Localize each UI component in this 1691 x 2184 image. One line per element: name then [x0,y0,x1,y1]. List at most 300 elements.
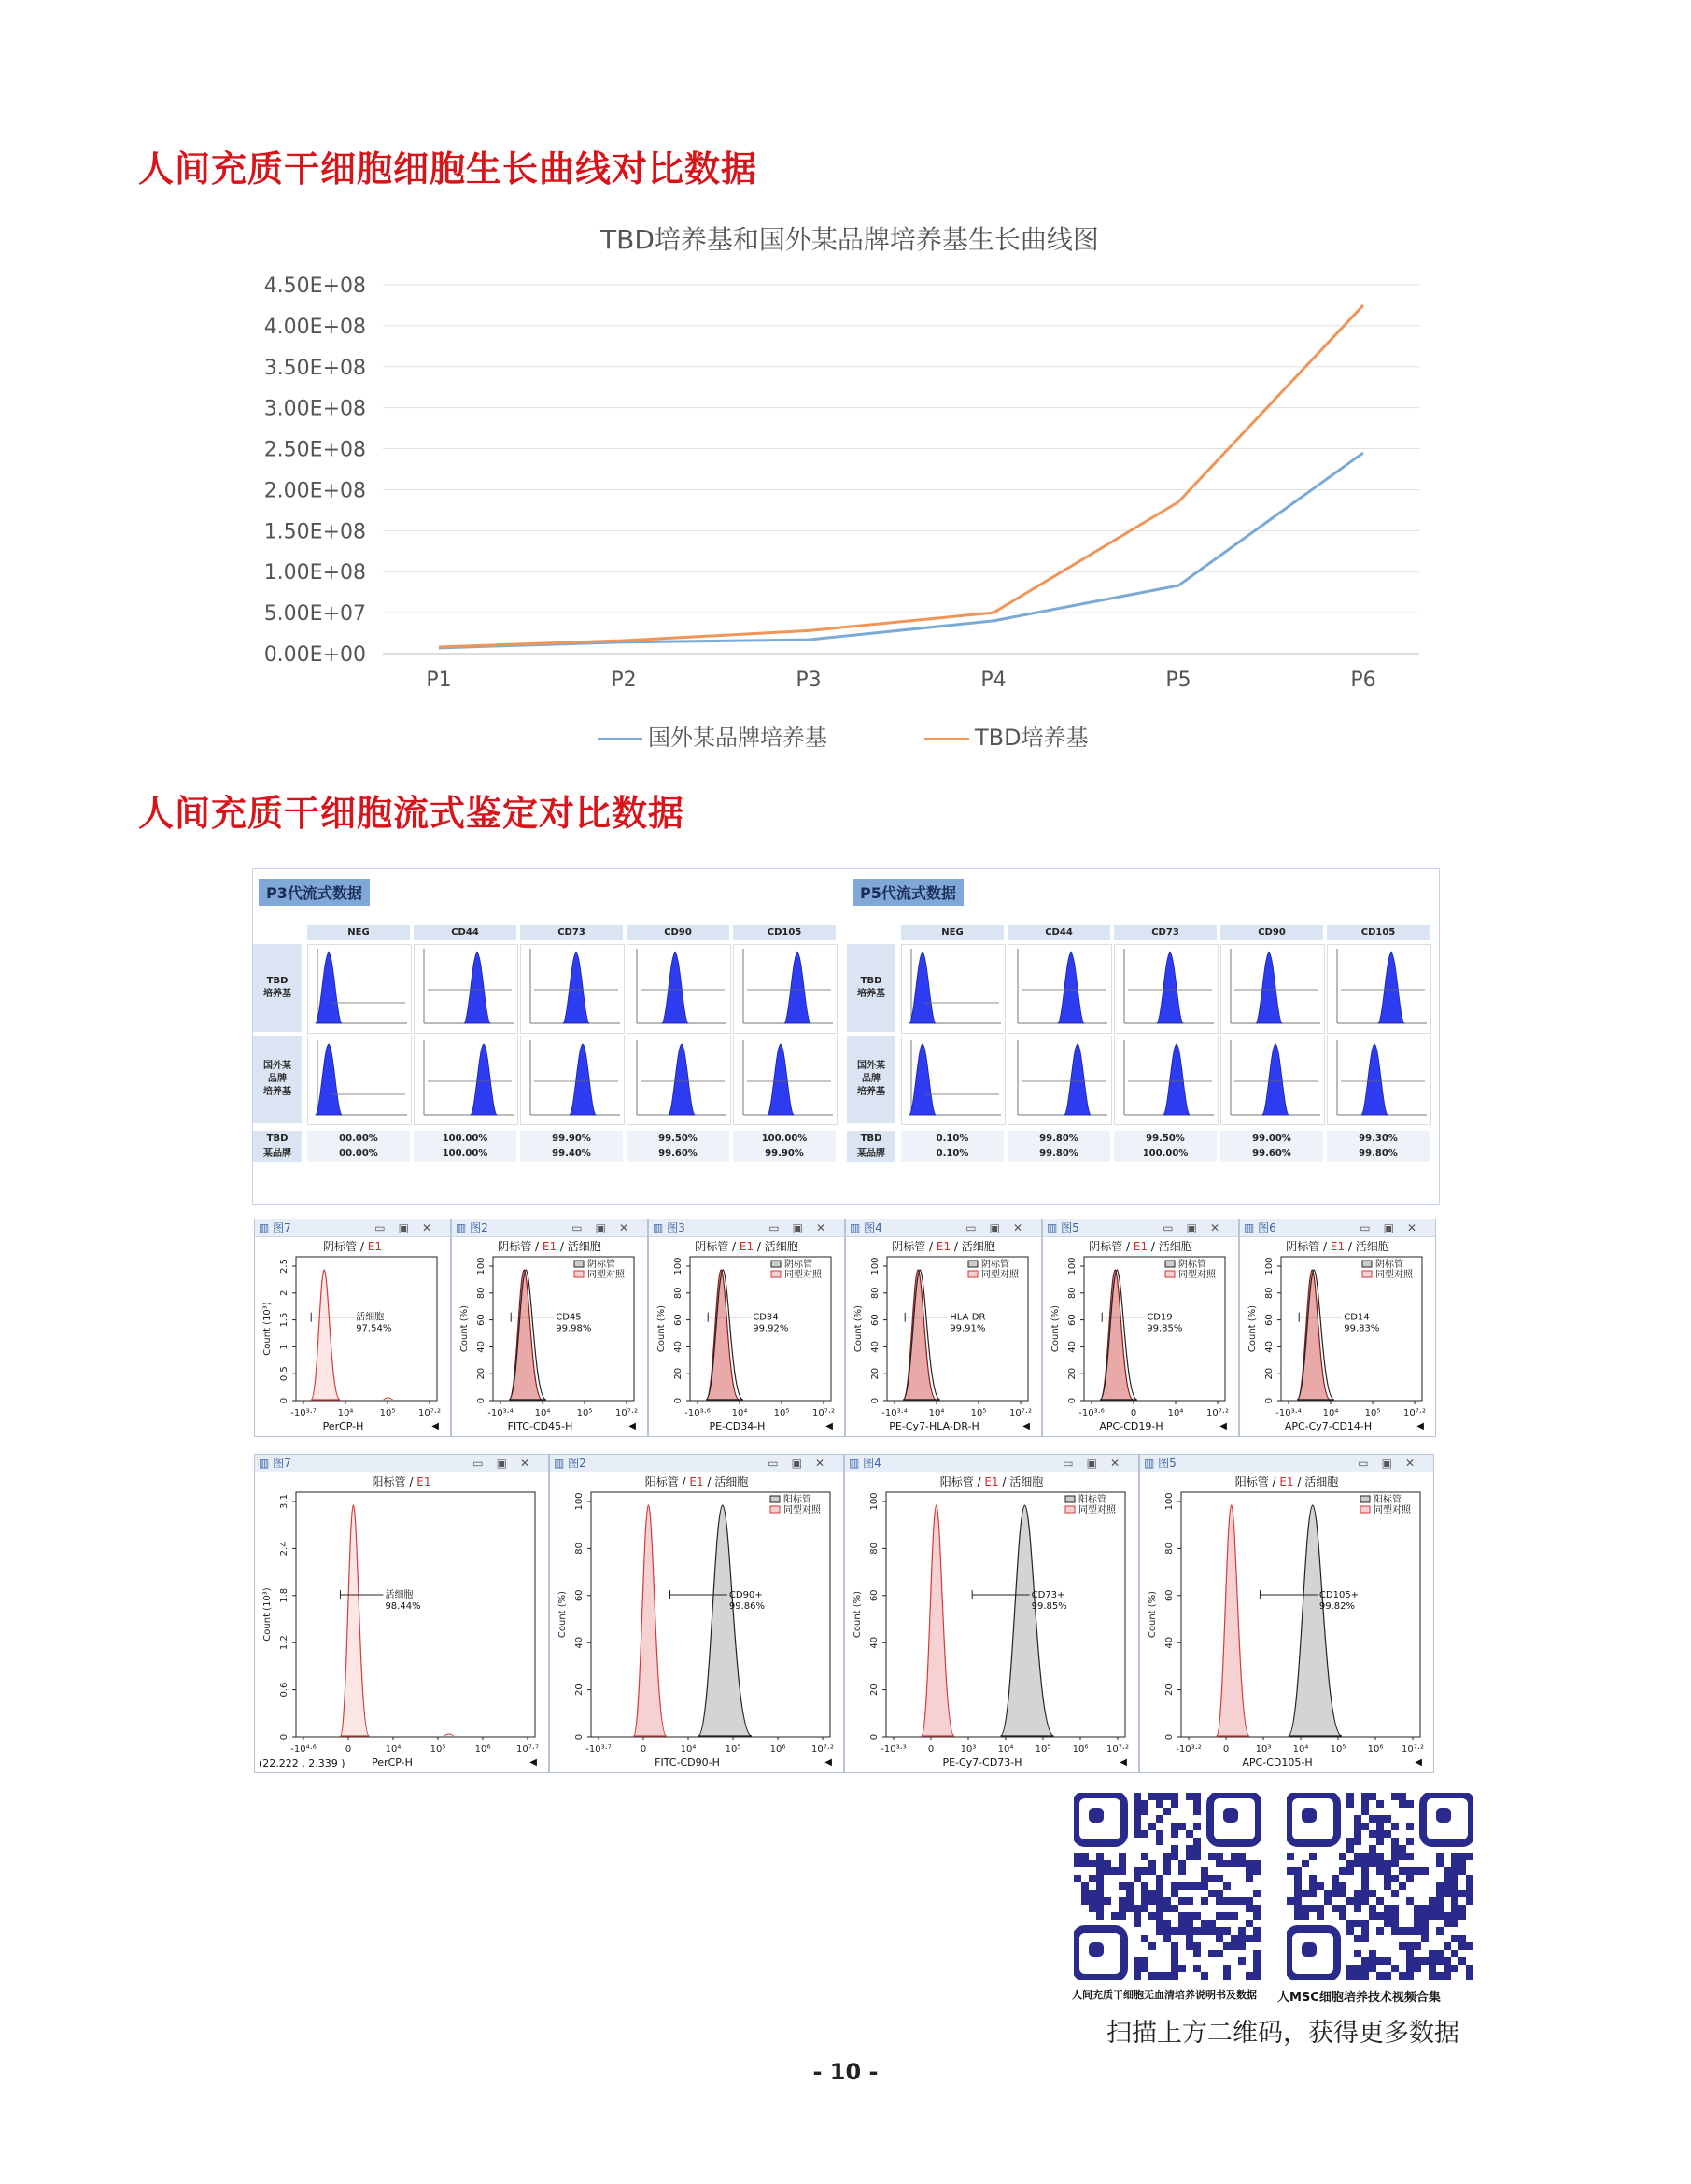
svg-text:0: 0 [870,1397,881,1404]
mini-histogram [627,944,731,1034]
svg-text:同型对照: 同型对照 [981,1270,1019,1280]
legend-swatch-tbd [924,738,969,740]
footer-value: 100.00% [1114,1146,1217,1162]
svg-text:同型对照: 同型对照 [1374,1505,1411,1515]
svg-text:60: 60 [1067,1314,1078,1326]
svg-text:10⁴: 10⁴ [1322,1408,1339,1418]
svg-text:40: 40 [1164,1636,1175,1649]
flow-table [252,868,1440,1205]
x-tick-label: P5 [1165,669,1191,692]
svg-text:0.5: 0.5 [279,1366,289,1382]
footer-value: 00.00% [307,1131,410,1148]
histogram-svg [255,1455,548,1772]
footer-value: 99.60% [1220,1146,1323,1162]
mini-histogram [733,944,838,1034]
mini-histogram [901,944,1006,1034]
scroll-arrow-icon[interactable]: ◀ [825,1421,833,1431]
svg-text:20: 20 [1067,1367,1078,1380]
svg-text:100: 100 [476,1257,486,1275]
mini-histogram [1114,944,1219,1034]
svg-text:10⁵: 10⁵ [1330,1744,1346,1754]
x-axis-label: PE-CD34-H [709,1420,766,1432]
mini-histogram [307,1036,412,1125]
svg-text:20: 20 [869,1684,880,1696]
svg-text:2: 2 [279,1289,289,1296]
svg-text:阳标管: 阳标管 [783,1495,811,1505]
svg-text:0: 0 [869,1733,880,1740]
svg-text:10⁵: 10⁵ [970,1408,987,1418]
svg-text:40: 40 [870,1341,881,1353]
row-label: TBD 培养基 [847,944,895,1032]
svg-text:阴标管: 阴标管 [1375,1260,1403,1270]
svg-text:80: 80 [1067,1287,1078,1300]
row-label: 国外某 品牌 培养基 [253,1036,302,1123]
svg-text:阳标管: 阳标管 [1374,1495,1402,1505]
footer-value: 99.40% [520,1146,623,1162]
mini-histogram [520,944,625,1034]
plot-tab-label[interactable]: ▥ 图7 [259,1221,291,1234]
svg-text:2.4: 2.4 [279,1541,289,1557]
section-title-flow: 人间充质干细胞流式鉴定对比数据 [138,793,685,834]
y-axis-label: Count (%) [656,1304,667,1353]
x-axis-label: PE-Cy7-CD73-H [942,1756,1022,1768]
column-header: CD44 [1008,925,1110,940]
svg-text:10⁴: 10⁴ [680,1744,697,1754]
histogram-svg [255,1219,450,1436]
histogram-svg [1140,1455,1433,1772]
y-axis-label: Count (%) [853,1304,864,1353]
svg-text:-10³·²: -10³·² [1176,1744,1202,1754]
column-header: NEG [307,925,410,940]
x-tick-label: P4 [980,669,1007,692]
legend-label-foreign: 国外某品牌培养基 [648,725,827,751]
mini-histogram [414,944,518,1034]
gate-percent: 99.86% [728,1601,766,1613]
svg-text:10⁷·²: 10⁷·² [1402,1744,1424,1754]
row2-plot-3 [1139,1454,1434,1773]
window-controls-icon[interactable]: ▭▣✕ [1360,1221,1430,1234]
column-header: CD73 [1114,925,1217,940]
svg-text:-10³·⁴: -10³·⁴ [487,1408,514,1418]
y-axis-label: Count (%) [1148,1590,1158,1639]
mini-histogram [1220,1036,1325,1125]
row1-plot-2 [648,1219,845,1437]
growth-chart [252,210,1447,770]
flow-table-panel-p3 [253,869,845,1204]
scroll-arrow-icon[interactable]: ◀ [1219,1421,1227,1431]
footer-label: TBD [253,1131,302,1148]
svg-text:-10⁴·⁶: -10⁴·⁶ [290,1744,317,1754]
gate-label: CD19- [1147,1312,1177,1323]
y-tick-label: 4.00E+08 [263,315,366,339]
scroll-arrow-icon[interactable]: ◀ [1022,1421,1030,1431]
svg-text:1.2: 1.2 [279,1635,289,1651]
window-controls-icon[interactable]: ▭▣✕ [768,1221,838,1234]
gate-percent: 99.82% [1318,1601,1356,1613]
mini-histogram [1114,1036,1219,1125]
svg-text:3.1: 3.1 [279,1494,289,1509]
footer-value: 99.80% [1008,1131,1110,1148]
gate-label: CD45- [556,1312,585,1323]
row2-plot-0 [254,1454,549,1773]
mini-histogram [1327,944,1431,1034]
footer-value: 00.00% [307,1146,410,1162]
svg-text:80: 80 [673,1287,683,1300]
svg-text:60: 60 [1264,1314,1275,1326]
plot-tab-label[interactable]: ▥ 图4 [850,1221,882,1234]
svg-text:阴标管: 阴标管 [1178,1260,1206,1270]
svg-text:10⁷·²: 10⁷·² [812,1408,835,1418]
qr-right-label: 人MSC细胞培养技术视频合集 [1277,1991,1441,2005]
y-axis-label: Count (%) [1247,1304,1258,1353]
svg-text:20: 20 [1164,1684,1175,1696]
svg-text:0: 0 [1130,1408,1137,1418]
plot-tab-label[interactable]: ▥ 图3 [653,1221,685,1234]
mini-histogram [307,944,412,1034]
plot-tab-label[interactable]: ▥ 图6 [1244,1221,1276,1234]
svg-text:同型对照: 同型对照 [587,1270,625,1280]
svg-text:-10³·⁶: -10³·⁶ [1078,1408,1105,1418]
row1-plot-5 [1239,1219,1436,1437]
mini-histogram [520,1036,625,1125]
row2-plot-1 [549,1454,844,1773]
y-axis-label: Count (10³) [262,1302,273,1356]
y-tick-label: 2.00E+08 [263,479,366,503]
x-axis-label: FITC-CD90-H [655,1756,720,1768]
svg-text:-10³·⁷: -10³·⁷ [290,1408,317,1418]
column-header: CD90 [627,925,729,940]
row2-plot-2 [844,1454,1139,1773]
scan-text: 扫描上方二维码，获得更多数据 [1106,2019,1459,2048]
gate-label: CD73+ [1031,1590,1065,1601]
histogram-svg [550,1455,843,1772]
y-tick-label: 3.50E+08 [263,356,366,380]
svg-text:20: 20 [1264,1367,1275,1380]
y-axis-label: Count (10³) [262,1587,273,1642]
row-label: TBD 培养基 [253,944,302,1032]
footer-value: 99.80% [1008,1146,1110,1162]
svg-text:1: 1 [279,1344,289,1350]
svg-text:0: 0 [279,1397,289,1404]
svg-text:10⁷·⁷: 10⁷·⁷ [516,1744,539,1754]
flow-table-panel-p5 [847,869,1439,1204]
svg-text:0: 0 [279,1733,289,1740]
scroll-arrow-icon[interactable]: ◀ [1416,1421,1424,1431]
svg-text:20: 20 [476,1367,486,1380]
mini-histogram [901,1036,1006,1125]
legend-item-tbd [924,719,1089,752]
y-axis-label: Count (%) [557,1590,568,1639]
mini-histogram [414,1036,518,1125]
svg-text:0: 0 [927,1744,935,1754]
scroll-arrow-icon[interactable]: ◀ [529,1757,537,1768]
plot-tab-label[interactable]: ▥ 图2 [554,1457,586,1470]
svg-text:100: 100 [1067,1257,1078,1275]
svg-text:0: 0 [574,1733,585,1740]
svg-text:0: 0 [345,1744,352,1754]
svg-text:10⁷·²: 10⁷·² [1009,1408,1032,1418]
window-controls-icon[interactable]: ▭▣✕ [1163,1221,1233,1234]
svg-text:10⁴: 10⁴ [1167,1408,1184,1418]
mini-histogram [1008,1036,1112,1125]
svg-text:20: 20 [673,1367,683,1380]
scroll-arrow-icon[interactable]: ◀ [1120,1757,1127,1768]
plot-subtitle: 阴标管 / E1 / 活细胞 [498,1240,601,1253]
svg-text:80: 80 [1264,1287,1275,1300]
window-controls-icon[interactable]: ▭▣✕ [965,1221,1036,1234]
histogram-svg [845,1455,1138,1772]
y-axis-label: Count (%) [1050,1304,1061,1353]
footer-value: 99.30% [1327,1131,1430,1148]
svg-text:-10³·³: -10³·³ [881,1744,907,1754]
mini-histogram [733,1036,838,1125]
svg-text:10⁴: 10⁴ [337,1408,354,1418]
plot-tab-label[interactable]: ▥ 图2 [456,1221,488,1234]
svg-text:10⁴: 10⁴ [928,1408,945,1418]
y-tick-label: 3.00E+08 [263,397,366,421]
column-header: CD105 [733,925,836,940]
mini-histogram [1008,944,1112,1034]
plot-subtitle: 阳标管 / E1 / 活细胞 [644,1475,749,1488]
growth-chart-svg [252,266,1447,705]
x-tick-label: P3 [796,669,822,692]
window-controls-icon[interactable]: ▭▣✕ [571,1221,641,1234]
chart-title: TBD培养基和国外某品牌培养基生长曲线图 [600,224,1099,255]
column-header: CD73 [520,925,623,940]
gate-label: 活细胞 [385,1590,414,1601]
gate-label: CD105+ [1318,1590,1360,1601]
svg-text:10⁶: 10⁶ [1072,1744,1089,1754]
x-axis-label: PerCP-H [322,1420,364,1432]
x-tick-label: P1 [426,669,452,692]
histogram-svg [1043,1219,1238,1436]
svg-text:80: 80 [476,1287,486,1300]
histogram-svg [846,1219,1041,1436]
svg-text:2.5: 2.5 [279,1259,289,1274]
qr-left-label: 人间充质干细胞无血清培养说明书及数据 [1072,1989,1257,2001]
svg-text:-10³·⁶: -10³·⁶ [684,1408,711,1418]
x-tick-label: P6 [1350,669,1376,692]
svg-text:60: 60 [869,1589,880,1602]
panel-header: P5代流式数据 [853,879,964,906]
svg-text:80: 80 [574,1543,585,1555]
footer-value: 99.50% [627,1131,729,1148]
gate-label: CD34- [753,1312,782,1323]
svg-text:60: 60 [673,1314,683,1326]
svg-text:10⁵: 10⁵ [1364,1408,1381,1418]
svg-text:10⁵: 10⁵ [576,1408,593,1418]
x-axis-label: FITC-CD45-H [507,1420,573,1432]
svg-text:同型对照: 同型对照 [1375,1270,1413,1280]
x-axis-label: PerCP-H [372,1756,413,1768]
plot-tab-label[interactable]: ▥ 图7 [259,1457,291,1470]
svg-text:10⁷·²: 10⁷·² [1206,1408,1229,1418]
svg-text:-10³·⁴: -10³·⁴ [881,1408,908,1418]
gate-percent: 99.91% [950,1323,986,1334]
plot-tab-label[interactable]: ▥ 图5 [1144,1457,1177,1470]
gate-percent: 99.85% [1031,1601,1067,1613]
gate-percent: 98.44% [385,1601,421,1613]
svg-text:10⁶: 10⁶ [769,1744,786,1754]
footer-value: 100.00% [414,1146,516,1162]
svg-text:10⁷·²: 10⁷·² [615,1408,638,1418]
footer-label: 某品牌 [847,1146,895,1162]
scroll-arrow-icon[interactable]: ◀ [628,1421,636,1431]
svg-text:40: 40 [1067,1341,1078,1353]
svg-text:40: 40 [673,1341,683,1353]
column-header: NEG [901,925,1004,940]
mini-histogram [1327,1036,1431,1125]
column-header: CD105 [1327,925,1430,940]
gate-percent: 99.98% [556,1323,592,1334]
window-controls-icon[interactable]: ▭▣✕ [1063,1457,1133,1470]
svg-text:10⁵: 10⁵ [1035,1744,1051,1754]
row1-plot-4 [1042,1219,1239,1437]
window-controls-icon[interactable]: ▭▣✕ [1358,1457,1428,1470]
plot-subtitle: 阴标管 / E1 / 活细胞 [1089,1240,1192,1253]
svg-text:60: 60 [870,1314,881,1326]
svg-text:10⁵: 10⁵ [430,1744,446,1754]
svg-text:10⁷·²: 10⁷·² [1106,1744,1129,1754]
svg-text:阴标管: 阴标管 [981,1260,1009,1270]
svg-text:100: 100 [1264,1257,1275,1275]
y-axis-label: Count (%) [459,1304,470,1353]
svg-text:10⁴: 10⁴ [731,1408,748,1418]
row1-plot-0 [254,1219,451,1437]
svg-text:60: 60 [476,1314,486,1326]
svg-text:40: 40 [574,1636,585,1649]
y-tick-label: 1.50E+08 [263,520,366,544]
svg-text:同型对照: 同型对照 [783,1505,821,1515]
svg-text:0: 0 [640,1744,647,1754]
svg-text:0: 0 [1264,1397,1275,1404]
svg-text:10⁴: 10⁴ [997,1744,1014,1754]
svg-text:40: 40 [476,1341,486,1353]
gate-label: 活细胞 [356,1312,385,1323]
svg-text:-10³·⁴: -10³·⁴ [1275,1408,1302,1418]
series-line-0 [439,453,1363,648]
footer-value: 99.90% [520,1131,623,1148]
window-controls-icon[interactable]: ▭▣✕ [374,1221,444,1234]
footer-value: 99.90% [733,1146,836,1162]
plot-tab-label[interactable]: ▥ 图4 [849,1457,881,1470]
svg-text:20: 20 [574,1684,585,1696]
svg-text:10⁶: 10⁶ [474,1744,491,1754]
svg-text:同型对照: 同型对照 [784,1270,822,1280]
svg-text:80: 80 [869,1543,880,1555]
cursor-coords: (22.222 , 2.339 ) [259,1757,345,1769]
footer-value: 99.60% [627,1146,729,1162]
svg-text:10⁴: 10⁴ [534,1408,551,1418]
gate-percent: 99.83% [1344,1323,1380,1334]
y-tick-label: 4.50E+08 [263,275,366,298]
svg-text:100: 100 [1164,1492,1175,1511]
row1-plot-3 [845,1219,1042,1437]
svg-text:同型对照: 同型对照 [1178,1270,1216,1280]
svg-text:60: 60 [1164,1589,1175,1602]
series-line-1 [439,305,1363,647]
svg-text:10⁷·²: 10⁷·² [418,1408,441,1418]
histogram-svg [452,1219,647,1436]
footer-value: 99.80% [1327,1146,1430,1162]
svg-text:10⁶: 10⁶ [1367,1744,1384,1754]
gate-label: CD90+ [728,1590,763,1601]
footer-value: 100.00% [414,1131,516,1148]
x-axis-label: APC-CD105-H [1242,1756,1313,1768]
svg-text:10⁴: 10⁴ [1292,1744,1309,1754]
svg-text:0.6: 0.6 [279,1682,289,1698]
window-controls-icon[interactable]: ▭▣✕ [768,1457,838,1470]
scroll-arrow-icon[interactable]: ◀ [431,1421,439,1431]
column-header: CD44 [414,925,516,940]
svg-text:10⁷·²: 10⁷·² [811,1744,834,1754]
histogram-svg [649,1219,844,1436]
plot-subtitle: 阳标管 / E1 [372,1475,431,1488]
svg-text:0: 0 [1164,1733,1175,1740]
window-controls-icon[interactable]: ▭▣✕ [472,1457,543,1470]
svg-text:阴标管: 阴标管 [784,1260,812,1270]
svg-text:40: 40 [1264,1341,1275,1353]
svg-text:100: 100 [869,1492,880,1511]
svg-text:20: 20 [870,1367,881,1380]
svg-text:阳标管: 阳标管 [1078,1495,1106,1505]
qr-code-right-icon[interactable] [1287,1793,1473,1980]
svg-text:0: 0 [1067,1397,1078,1404]
plot-subtitle: 阴标管 / E1 / 活细胞 [892,1240,995,1253]
svg-text:阴标管: 阴标管 [587,1260,615,1270]
svg-text:60: 60 [574,1589,585,1602]
svg-text:同型对照: 同型对照 [1078,1505,1116,1515]
column-header: CD90 [1220,925,1323,940]
section-title-growth: 人间充质干细胞细胞生长曲线对比数据 [138,148,758,190]
qr-code-left-icon[interactable] [1074,1793,1261,1980]
footer-value: 99.00% [1220,1131,1323,1148]
svg-text:10⁴: 10⁴ [385,1744,402,1754]
row-label: 国外某 品牌 培养基 [847,1036,895,1123]
svg-text:100: 100 [870,1257,881,1275]
x-tick-label: P2 [611,669,637,692]
scroll-arrow-icon[interactable]: ◀ [1415,1757,1422,1768]
page-number: - 10 - [812,2059,879,2085]
footer-value: 0.10% [901,1146,1004,1162]
plot-subtitle: 阴标管 / E1 / 活细胞 [695,1240,798,1253]
plot-subtitle: 阴标管 / E1 / 活细胞 [1286,1240,1389,1253]
gate-label: CD14- [1344,1312,1374,1323]
scroll-arrow-icon[interactable]: ◀ [824,1757,832,1768]
y-tick-label: 0.00E+00 [263,643,366,667]
svg-text:10⁵: 10⁵ [773,1408,790,1418]
y-tick-label: 5.00E+07 [263,602,366,627]
row1-plot-1 [451,1219,648,1437]
x-axis-label: PE-Cy7-HLA-DR-H [889,1420,979,1432]
footer-value: 100.00% [733,1131,836,1148]
histogram-svg [1240,1219,1435,1436]
plot-tab-label[interactable]: ▥ 图5 [1047,1221,1079,1234]
svg-text:80: 80 [1164,1543,1175,1555]
svg-text:10³: 10³ [1255,1744,1272,1754]
mini-histogram [1220,944,1325,1034]
y-tick-label: 1.00E+08 [263,561,366,585]
panel-header: P3代流式数据 [259,879,370,906]
footer-value: 0.10% [901,1131,1004,1148]
gate-percent: 99.92% [753,1323,789,1334]
svg-text:1.8: 1.8 [279,1587,289,1603]
gate-label: HLA-DR- [950,1312,989,1323]
x-axis-label: APC-Cy7-CD14-H [1284,1420,1373,1432]
svg-text:100: 100 [673,1257,683,1275]
mini-histogram [627,1036,731,1125]
gate-percent: 97.54% [356,1323,392,1334]
